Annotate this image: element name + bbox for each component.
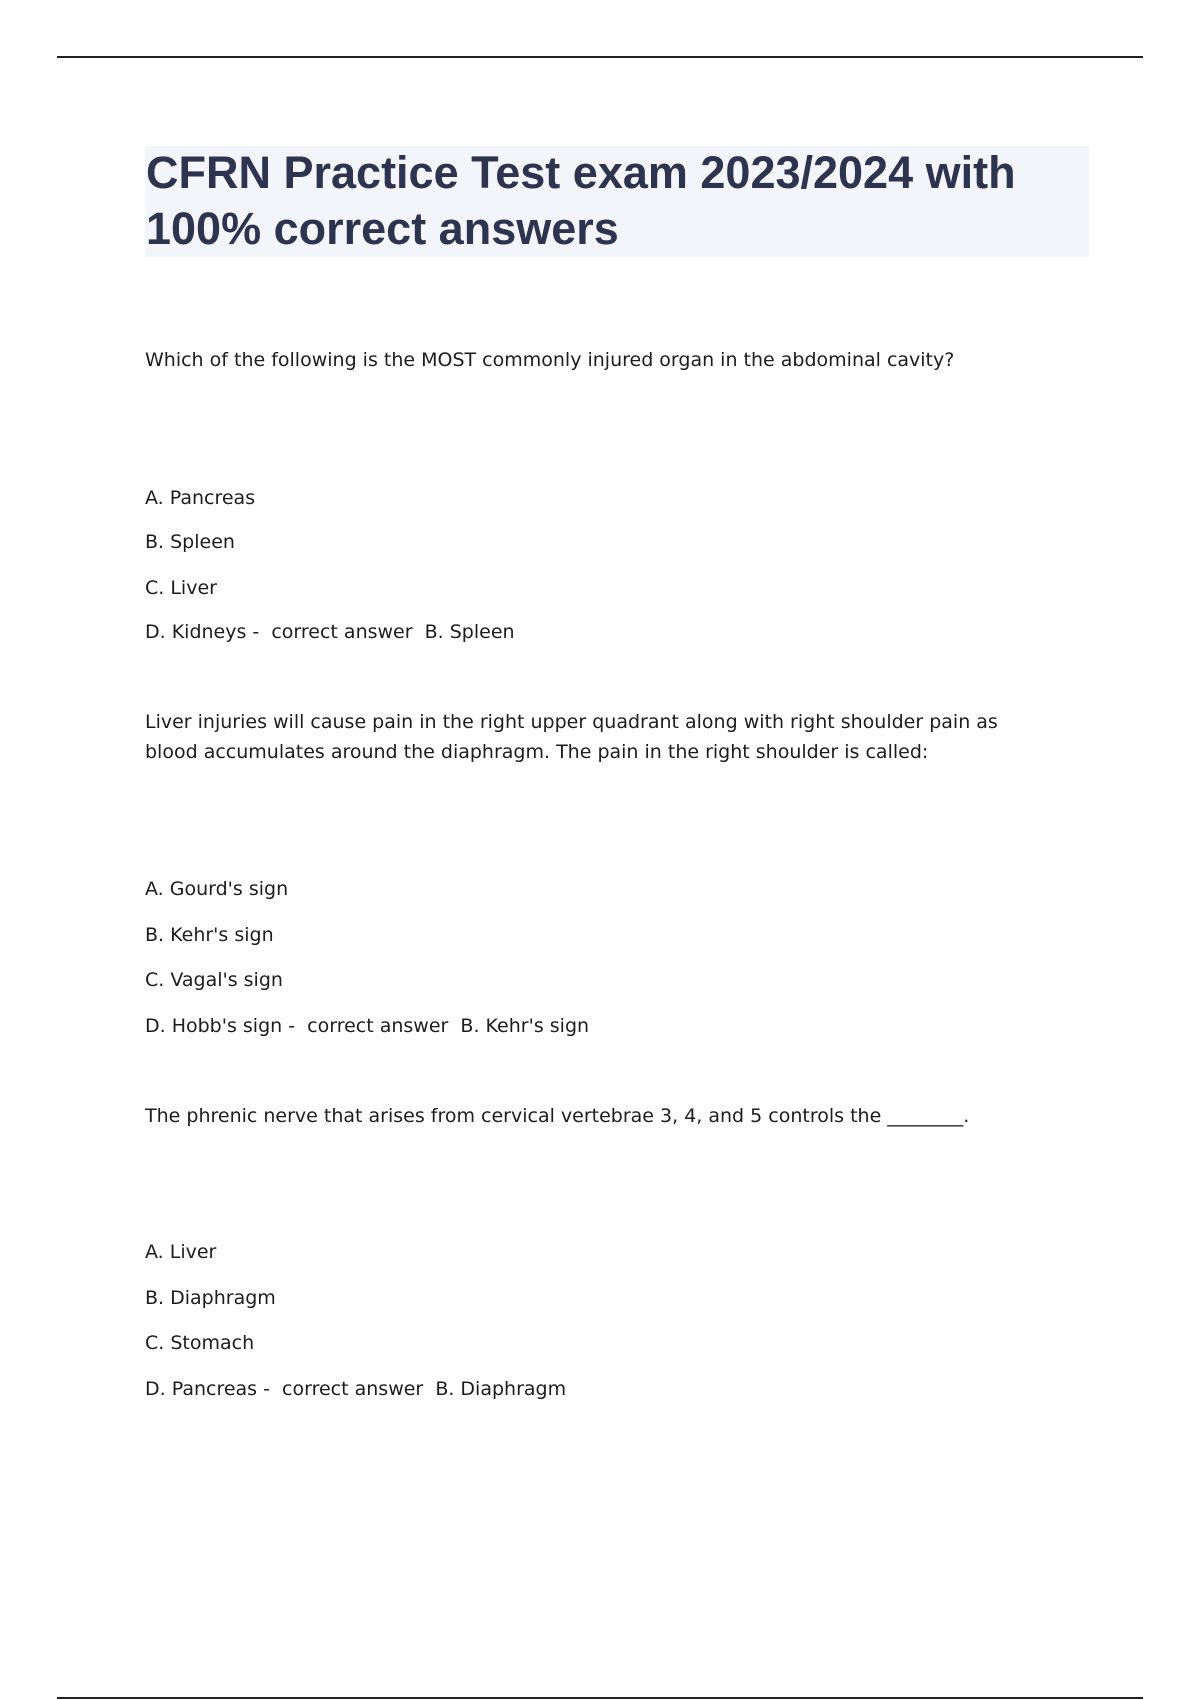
question-3-option-b: B. Diaphragm — [145, 1287, 276, 1309]
header-rule — [57, 56, 1143, 58]
question-2-prompt: Liver injuries will cause pain in the right upper quadrant along with right shoulder pain as blood accumulates around the diaphragm. The pain in the right shoulder is called: — [145, 711, 998, 763]
question-2-option-a: A. Gourd's sign — [145, 878, 289, 900]
question-3-option-c: C. Stomach — [145, 1332, 255, 1354]
question-3-option-a: A. Liver — [145, 1241, 217, 1263]
question-2-option-d-answer: D. Hobb's sign - correct answer B. Kehr's sign — [145, 1015, 590, 1037]
question-1-option-d-answer: D. Kidneys - correct answer B. Spleen — [145, 621, 515, 643]
question-3-option-d-answer: D. Pancreas - correct answer B. Diaphragm — [145, 1378, 567, 1400]
question-1-option-b: B. Spleen — [145, 531, 235, 553]
question-2-option-c: C. Vagal's sign — [145, 969, 283, 991]
footer-rule — [57, 1697, 1143, 1699]
question-1-prompt: Which of the following is the MOST commonly injured organ in the abdominal cavity? — [145, 349, 955, 371]
document-title: CFRN Practice Test exam 2023/2024 with 100% correct answers — [146, 147, 1016, 254]
question-1-option-a: A. Pancreas — [145, 487, 256, 509]
question-2-option-b: B. Kehr's sign — [145, 924, 274, 946]
question-3-prompt: The phrenic nerve that arises from cervical vertebrae 3, 4, and 5 controls the ________. — [145, 1105, 970, 1127]
question-1-option-c: C. Liver — [145, 577, 217, 599]
